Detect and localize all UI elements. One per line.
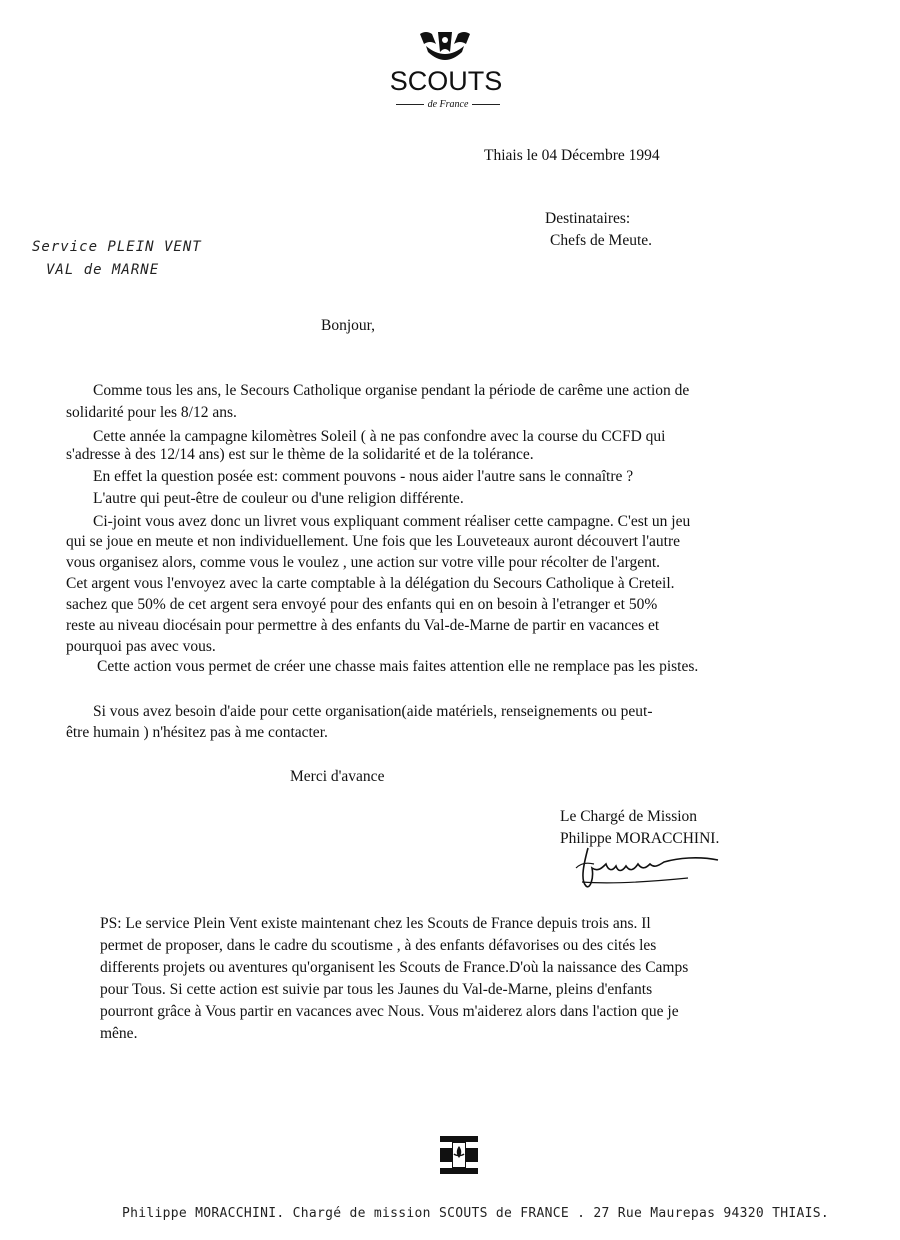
scout-cross-emblem-icon — [436, 1132, 482, 1178]
logo-subtitle: de France — [388, 99, 508, 110]
ps-line: permet de proposer, dans le cadre du scoutisme , à des enfants défavorises ou des cités les — [100, 937, 657, 954]
footer-address: Philippe MORACCHINI. Chargé de mission SCOUTS de FRANCE . 27 Rue Maurepas 94320 THIAIS. — [122, 1206, 830, 1221]
signature-title: Le Chargé de Mission — [560, 808, 698, 825]
body-line: Cette année la campagne kilomètres Soleil ( à ne pas confondre avec la course du CCFD qui — [93, 428, 666, 445]
scouts-fleur-emblem-icon — [412, 28, 478, 68]
ps-line: PS: Le service Plein Vent existe maintenant chez les Scouts de France depuis trois ans. Il — [100, 915, 651, 932]
thanks-line: Merci d'avance — [290, 768, 385, 785]
body-line: En effet la question posée est: comment pouvons - nous aider l'autre sans le connaître ? — [93, 468, 634, 485]
body-line: solidarité pour les 8/12 ans. — [66, 404, 237, 421]
body-line: L'autre qui peut-être de couleur ou d'une religion différente. — [93, 490, 464, 507]
body-line: Comme tous les ans, le Secours Catholique organise pendant la période de carême une action de — [93, 382, 690, 399]
recipients-label: Destinataires: — [545, 210, 631, 227]
ps-line: pour Tous. Si cette action est suivie par tous les Jaunes du Val-de-Marne, pleins d'enfants — [100, 981, 653, 998]
help-line: être humain ) n'hésitez pas à me contacter. — [66, 724, 328, 741]
date-line: Thiais le 04 Décembre 1994 — [484, 147, 660, 164]
body-line: Cette action vous permet de créer une chasse mais faites attention elle ne remplace pas les pistes. — [97, 658, 699, 675]
help-line: Si vous avez besoin d'aide pour cette organisation(aide matériels, renseignements ou peut- — [93, 703, 653, 720]
ps-line: pourront grâce à Vous partir en vacances avec Nous. Vous m'aiderez alors dans l'action que je — [100, 1003, 679, 1020]
body-line: s'adresse à des 12/14 ans) est sur le thème de la solidarité et de la tolérance. — [66, 446, 534, 463]
body-line: Ci-joint vous avez donc un livret vous expliquant comment réaliser cette campagne. C'est un jeu — [93, 513, 691, 530]
sender-stamp-line1: Service PLEIN VENT — [32, 239, 202, 255]
body-line: Cet argent vous l'envoyez avec la carte comptable à la délégation du Secours Catholique à Creteil. — [66, 575, 675, 592]
logo-wordmark: SCOUTS — [389, 66, 503, 96]
body-line: qui se joue en meute et non individuellement. Une fois que les Louveteaux auront découvert l'autre — [66, 533, 680, 550]
handwritten-signature-icon — [568, 838, 728, 898]
recipients-value: Chefs de Meute. — [550, 232, 653, 249]
body-line: reste au niveau diocésain pour permettre à des enfants du Val-de-Marne de partir en vacances et — [66, 617, 660, 634]
sender-stamp-line2: VAL de MARNE — [46, 262, 160, 278]
body-line: vous organisez alors, comme vous le voulez , une action sur votre ville pour récolter de l'argent. — [66, 554, 661, 571]
greeting: Bonjour, — [321, 317, 376, 334]
signature-name: Philippe MORACCHINI. — [560, 830, 720, 847]
ps-line: differents projets ou aventures qu'organisent les Scouts de France.D'où la naissance des Camps — [100, 959, 689, 976]
body-line: sachez que 50% de cet argent sera envoyé pour des enfants qui en on besoin à l'etranger et 50% — [66, 596, 658, 613]
body-line: pourquoi pas avec vous. — [66, 638, 216, 655]
ps-line: mêne. — [100, 1025, 138, 1042]
